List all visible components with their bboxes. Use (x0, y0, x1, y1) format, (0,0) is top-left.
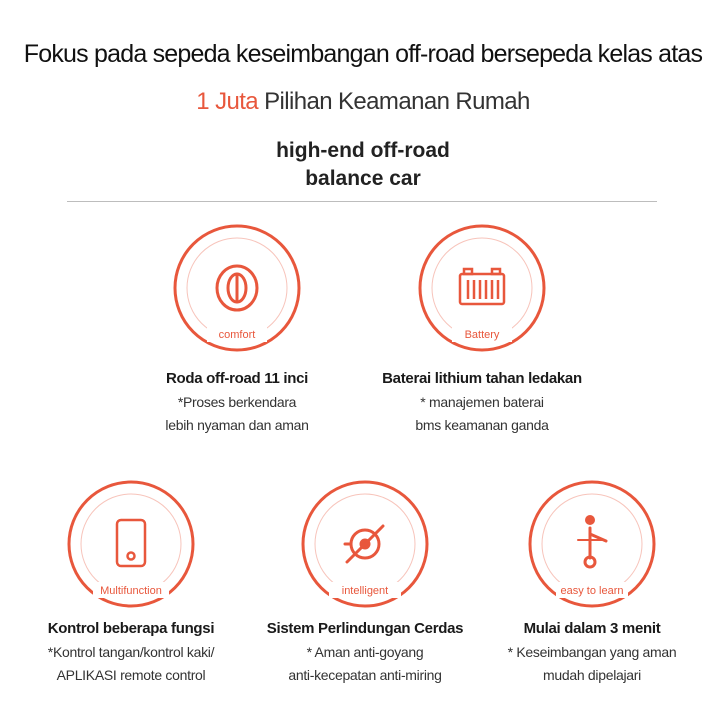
rider-icon (578, 515, 606, 567)
easy-to-learn-badge (526, 478, 658, 610)
section-title (0, 137, 726, 193)
subheadline-rest: Pilihan Keamanan Rumah (264, 88, 530, 115)
multifunction-badge (65, 478, 197, 610)
feature-description: *Proses berkendara lebih nyaman dan aman (165, 394, 309, 433)
feature-comfort (117, 222, 357, 437)
feature-description: *Kontrol tangan/kontrol kaki/ APLIKASI remote control (47, 644, 215, 683)
ring-label-intelligent: intelligent (341, 585, 389, 597)
feature-easy-to-learn (472, 478, 712, 687)
feature-description: * manajemen baterai bms keamanan ganda (415, 394, 549, 433)
ring-label-comfort: comfort (218, 329, 256, 341)
feature-description: * Aman anti-goyang anti-kecepatan anti-miring (288, 644, 442, 683)
headline: Fokus pada sepeda keseimbangan off-road bersepeda kelas atas (23, 40, 703, 68)
feature-description: * Keseimbangan yang aman mudah dipelajari (507, 644, 677, 683)
battery-icon (460, 269, 504, 304)
phone-icon (117, 520, 145, 566)
ring-label-easy-to-learn: easy to learn (560, 585, 624, 597)
feature-multifunction (11, 478, 251, 687)
section-title-line2: balance car (305, 167, 421, 190)
subheadline-accent: 1 Juta (196, 88, 259, 115)
feature-battery (362, 222, 602, 437)
ring-label-battery: Battery (464, 329, 500, 341)
no-tilt-icon (345, 526, 383, 562)
feature-title: Mulai dalam 3 menit (523, 620, 661, 637)
intelligent-badge (299, 478, 431, 610)
feature-title: Kontrol beberapa fungsi (47, 620, 215, 637)
comfort-badge (171, 222, 303, 354)
feature-intelligent (245, 478, 485, 687)
battery-badge (416, 222, 548, 354)
section-title-line1: high-end off-road (276, 139, 450, 162)
tire-icon (217, 266, 257, 310)
feature-title: Baterai lithium tahan ledakan (382, 370, 582, 387)
feature-title: Roda off-road 11 inci (165, 370, 309, 387)
feature-title: Sistem Perlindungan Cerdas (266, 620, 464, 637)
divider (67, 201, 657, 202)
ring-label-multifunction: Multifunction (100, 585, 162, 597)
subheadline (0, 88, 726, 116)
